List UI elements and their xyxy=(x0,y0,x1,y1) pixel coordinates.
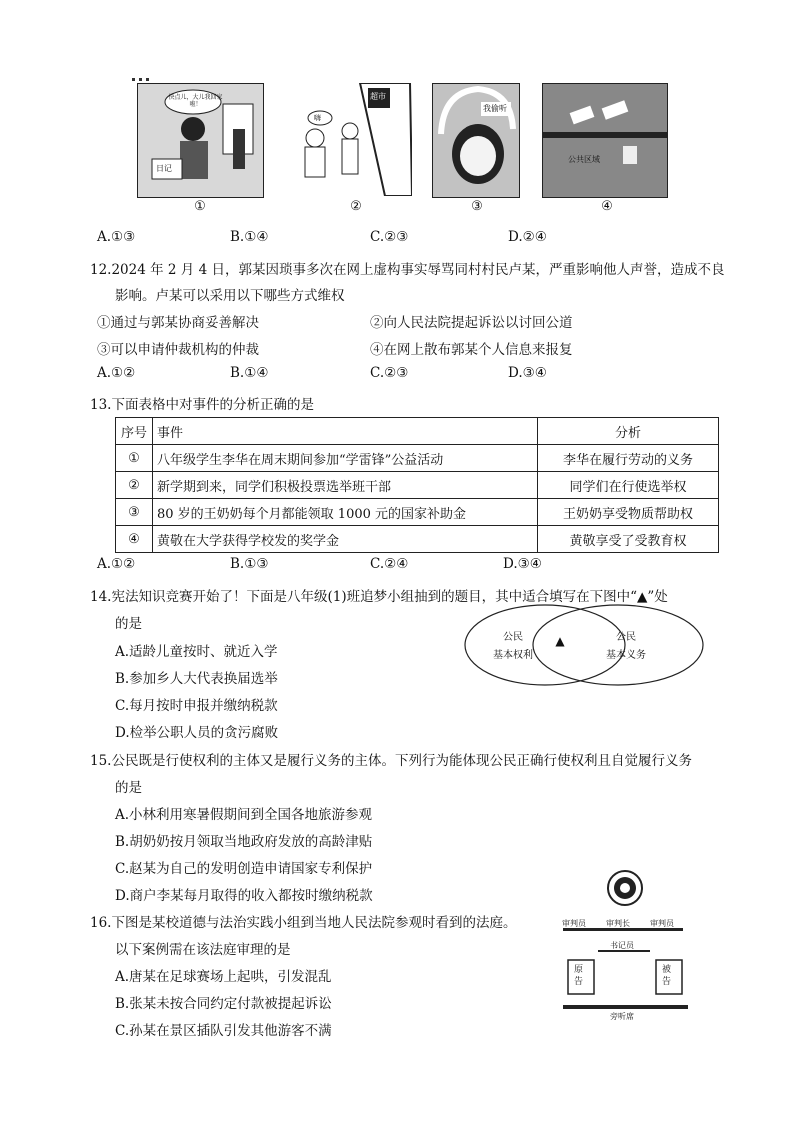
row-index: ④ xyxy=(116,526,153,553)
plaintiff-label: 原告 xyxy=(574,965,584,987)
q12-statement-4: ④在网上散布郭某个人信息来报复 xyxy=(370,342,573,358)
q12-stem-line2: 影响。卢某可以采用以下哪些方式维权 xyxy=(115,288,345,304)
q14-option-a: A.适龄儿童按时、就近入学 xyxy=(115,644,278,660)
venn-right-subtitle: 基本义务 xyxy=(606,650,646,661)
comic-panel-2 xyxy=(290,83,412,196)
q12-stem-line1: 12.2024 年 2 月 4 日，郭某因琐事多次在网上虚构事实辱骂同村村民卢某，严重影响他人声誉，造成不良 xyxy=(90,262,725,278)
comic-1-caption: ① xyxy=(194,199,206,214)
q13-option-c: C.②④ xyxy=(370,556,409,572)
q15-stem-line1: 15.公民既是行使权利的主体又是履行义务的主体。下列行为能体现公民正确行使权利且自觉履行义务 xyxy=(90,753,692,769)
q14-option-b: B.参加乡人大代表换届选举 xyxy=(115,671,278,687)
q14-stem-line1: 14.宪法知识竞赛开始了！下面是八年级(1)班追梦小组抽到的题目，其中适合填写在下图中“▲”处 xyxy=(90,589,668,605)
judge-right-label: 审判员 xyxy=(650,919,674,928)
q11-option-d: D.②④ xyxy=(508,229,547,245)
q12-statement-3: ③可以申请仲裁机构的仲裁 xyxy=(97,342,259,358)
q13-stem: 13.下面表格中对事件的分析正确的是 xyxy=(90,397,314,413)
q15-option-c: C.赵某为自己的发明创造申请国家专利保护 xyxy=(115,861,373,877)
q13-table-header xyxy=(116,418,719,445)
q12-statement-2: ②向人民法院提起诉讼以讨回公道 xyxy=(370,315,573,331)
q15-option-a: A.小林利用寒暑假期间到全国各地旅游参观 xyxy=(115,807,373,823)
defendant-label: 被告 xyxy=(662,965,672,987)
row-event: 80 岁的王奶奶每个月都能领取 1000 元的国家补助金 xyxy=(153,499,538,526)
venn-left-title: 公民 xyxy=(503,632,523,643)
q11-option-a: A.①③ xyxy=(97,229,136,245)
q11-option-c: C.②③ xyxy=(370,229,409,245)
venn-circles xyxy=(463,600,763,690)
table-row xyxy=(116,472,719,499)
row-analysis: 王奶奶享受物质帮助权 xyxy=(538,499,719,526)
table-row xyxy=(116,526,719,553)
comic-4-caption: ④ xyxy=(601,199,613,214)
comic-panel-1 xyxy=(137,83,264,198)
q14-stem-line2: 的是 xyxy=(115,616,142,632)
comic-4-label: 公共区域 xyxy=(568,155,600,164)
row-index: ③ xyxy=(116,499,153,526)
q16-option-c: C.孙某在景区插队引发其他游客不满 xyxy=(115,1023,332,1039)
comic-panel-3 xyxy=(432,83,520,198)
q13-option-b: B.①③ xyxy=(230,556,269,572)
q12-statement-1: ①通过与郭某协商妥善解决 xyxy=(97,315,259,331)
q14-option-c: C.每月按时申报并缴纳税款 xyxy=(115,698,278,714)
header-analysis: 分析 xyxy=(538,418,719,445)
row-event: 八年级学生李华在周末期间参加“学雷锋”公益活动 xyxy=(153,445,538,472)
q13-option-d: D.③④ xyxy=(503,556,542,572)
q14-option-d: D.检举公职人员的贪污腐败 xyxy=(115,725,279,741)
q12-option-b: B.①④ xyxy=(230,365,269,381)
q15-stem-line2: 的是 xyxy=(115,780,142,796)
header-index: 序号 xyxy=(116,418,153,445)
comic-2-bubble: 嗨 xyxy=(314,114,321,122)
q16-stem-line1: 16.下图是某校道德与法治实践小组到当地人民法院参观时看到的法庭。 xyxy=(90,915,517,931)
table-row xyxy=(116,445,719,472)
row-analysis: 同学们在行使选举权 xyxy=(538,472,719,499)
row-index: ② xyxy=(116,472,153,499)
row-event: 新学期到来，同学们积极投票选举班干部 xyxy=(153,472,538,499)
venn-diagram xyxy=(463,600,763,690)
table-row xyxy=(116,499,719,526)
row-index: ① xyxy=(116,445,153,472)
row-analysis: 李华在履行劳动的义务 xyxy=(538,445,719,472)
q11-option-b: B.①④ xyxy=(230,229,269,245)
q15-option-d: D.商户李某每月取得的收入都按时缴纳税款 xyxy=(115,888,373,904)
venn-left-subtitle: 基本权利 xyxy=(493,650,533,661)
comic-1-bubble: 快点儿，大儿我回家啦！ xyxy=(168,94,223,108)
row-analysis: 黄敬享受了受教育权 xyxy=(538,526,719,553)
courtroom-diagram xyxy=(560,868,690,1028)
comic-3-drawing xyxy=(433,84,519,197)
q12-option-c: C.②③ xyxy=(370,365,409,381)
gallery-label: 旁听席 xyxy=(610,1012,634,1021)
q12-option-a: A.①② xyxy=(97,365,136,381)
q12-option-d: D.③④ xyxy=(508,365,547,381)
comic-2-caption: ② xyxy=(350,199,362,214)
venn-center-marker: ▲ xyxy=(555,634,565,648)
q16-option-a: A.唐某在足球赛场上起哄，引发混乱 xyxy=(115,969,332,985)
clerk-label: 书记员 xyxy=(610,941,634,950)
chief-judge-label: 审判长 xyxy=(606,919,630,928)
q13-option-a: A.①② xyxy=(97,556,136,572)
venn-right-title: 公民 xyxy=(616,632,636,643)
comic-2-drawing xyxy=(290,83,412,196)
judge-left-label: 审判员 xyxy=(562,919,586,928)
comic-1-label: 日记 xyxy=(156,164,172,173)
comic-2-label: 超市 xyxy=(370,92,386,101)
q16-option-b: B.张某未按合同约定付款被提起诉讼 xyxy=(115,996,332,1012)
header-mark xyxy=(132,70,172,74)
comic-panel-4 xyxy=(542,83,668,198)
header-event: 事件 xyxy=(153,418,538,445)
comic-4-drawing xyxy=(543,84,667,197)
q15-option-b: B.胡奶奶按月领取当地政府发放的高龄津贴 xyxy=(115,834,373,850)
row-event: 黄敬在大学获得学校发的奖学金 xyxy=(153,526,538,553)
comic-3-caption: ③ xyxy=(471,199,483,214)
comic-3-bubble: 我偷听 xyxy=(483,104,507,113)
q13-table xyxy=(115,417,719,553)
q16-stem-line2: 以下案例需在该法庭审理的是 xyxy=(115,942,291,958)
